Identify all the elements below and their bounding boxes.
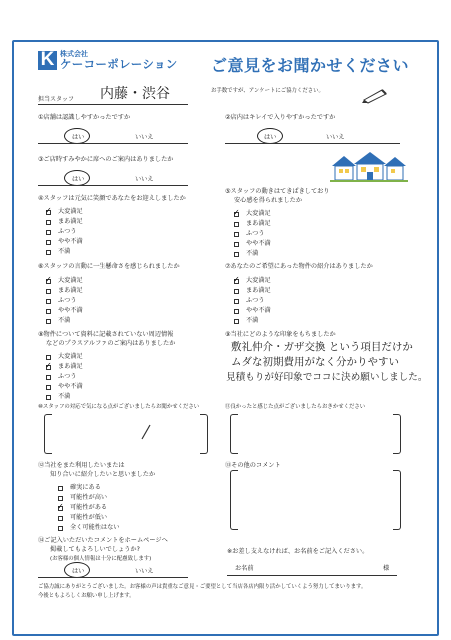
company-name: ケーコーポレーション [60,57,178,71]
q5-label-1: ⑤スタッフの動きはてきぱきしており [225,188,330,195]
q12-option-5[interactable]: 全く可能性はない [58,523,120,533]
q1-yes[interactable]: はい [72,134,85,141]
q1-no[interactable]: いいえ [135,134,154,141]
name-suffix: 様 [383,565,390,572]
q11-left-bracket [230,414,238,454]
q2-label: ②店内はキレイで入りやすかったですか [225,114,336,121]
staff-underline [38,104,188,105]
q13-label: ⑬その他のコメント [225,462,281,469]
q12-option-3[interactable]: ✓ 可能性がある [57,501,108,511]
q4-option-1[interactable]: ✓ 大変満足 [45,205,83,215]
q2-yes[interactable]: はい [264,134,277,141]
q8-label-1: ⑧物件について資料に記載されていない周辺情報 [38,331,174,338]
footer-line-1: ご協力誠にありがとうございました。お客様の声は貴重なご意見・ご要望として当店各店内限り活かしていくよう努力してまいります。 [38,584,367,590]
q4-option-2[interactable]: まあ満足 [46,217,83,227]
q8-label-2: などのプラスアルファのご案内はありましたか [46,340,176,347]
q10-right-bracket [200,414,208,454]
q11-right-bracket [393,414,401,454]
q14-label-3: (お客様の個人情報は十分に配慮致します) [50,556,152,562]
q12-option-2[interactable]: 可能性が高い [58,493,120,503]
q3-yes[interactable]: はい [72,176,85,183]
q8-option-4[interactable]: やや不満 [46,382,83,392]
q5-option-2[interactable]: まあ満足 [234,219,271,229]
staff-handwritten: 内藤・渋谷 [100,86,170,102]
q12-label-2: 知り合いに紹介したいと思いましたか [50,471,156,478]
q3-no[interactable]: いいえ [135,176,154,183]
q8-option-1[interactable]: 大変満足 [46,352,83,362]
q14-no[interactable]: いいえ [135,568,154,575]
q7-option-3[interactable]: ふつう [234,296,271,306]
q4-option-3[interactable]: ふつう [46,227,83,237]
q6-option-2[interactable]: まあ満足 [46,286,83,296]
intro-text: お手数ですが、アンケートにご協力ください。 [211,88,324,94]
check-mark-icon: ✓ [45,360,52,370]
q8-option-5[interactable]: 不満 [46,392,83,402]
q9-handwritten-1: 敷礼仲介・ガザ交換 という項目だけか [231,341,413,353]
q5-label-2: 安心感を得られましたか [234,197,303,204]
q1-underline [38,143,188,144]
check-mark-icon: ✓ [45,274,52,284]
q14-label-1: ⑭ご記入いただいたコメントをホームページへ [38,537,168,544]
q7-option-5[interactable]: 不満 [234,316,271,326]
q1-selected-circle [64,128,90,144]
q6-option-5[interactable]: 不満 [46,316,83,326]
q14-underline [38,577,188,578]
q9-handwritten-3: 見積もりが好印象でココに決め願いしました。 [226,372,428,383]
check-mark-icon: ✓ [233,207,240,217]
q9-label: ⑨当社にどのような印象をもちましたか [225,331,336,338]
q7-option-1[interactable]: ✓ 大変満足 [233,274,271,284]
q14-selected-circle [64,562,90,578]
q6-option-1[interactable]: ✓ 大変満足 [45,274,83,284]
q13-right-bracket [393,470,401,530]
houses-illustration [330,150,408,182]
q2-no[interactable]: いいえ [326,134,345,141]
q12-option-1[interactable]: 確実にある [58,483,120,493]
check-mark-icon: ✓ [45,205,52,215]
q4-label: ④スタッフは元気に笑顔であなたをお迎えしましたか [38,195,186,202]
check-mark-icon: ✓ [57,501,64,511]
q13-left-bracket [230,470,238,530]
footer-line-2: 今後ともよろしくお願い申し上げます。 [38,593,135,599]
name-prompt: ※お差し支えなければ、お名前をご記入ください。 [227,548,369,555]
pencil-icon [360,86,390,104]
q7-options [234,276,271,326]
q12-label-1: ⑫当社をまた利用したいまたは [38,462,125,469]
q6-option-4[interactable]: やや不満 [46,306,83,316]
q3-underline [38,185,188,186]
company-type: 株式会社 [60,50,88,58]
q14-yes[interactable]: はい [72,568,85,575]
q8-option-2[interactable]: ✓ まあ満足 [45,360,83,370]
q11-label: ⑪良かったと感じた点がございましたらおきかせください [225,404,366,410]
q2-underline [225,143,400,144]
q10-left-bracket [44,414,52,454]
q5-option-1[interactable]: ✓ 大変満足 [233,207,271,217]
q7-option-4[interactable]: やや不満 [234,306,271,316]
q7-option-2[interactable]: まあ満足 [234,286,271,296]
q10-label: ⑩スタッフの対応で気になる点がございましたらお聞かせください [38,404,200,410]
q6-label: ⑥スタッフの言動に一生懸命さを感じられましたか [38,263,180,270]
q8-option-3[interactable]: ふつう [46,372,83,382]
q2-selected-circle [257,128,283,144]
q5-option-4[interactable]: やや不満 [234,239,271,249]
q12-options [58,483,120,533]
q6-options [46,276,83,326]
check-mark-icon: ✓ [233,274,240,284]
q1-label: ①店舗は認識しやすかったですか [38,114,131,121]
q7-label: ⑦あなたのご希望にあった物件の紹介はありましたか [225,263,373,270]
q14-label-2: 掲載してもよろしいでしょうか? [50,546,140,553]
q4-option-4[interactable]: やや不満 [46,237,83,247]
q12-option-4[interactable]: 可能性が低い [58,513,120,523]
q9-handwritten-2: ムダな初期費用がなく分かりやすい [231,356,399,368]
q8-options [46,352,83,402]
q3-selected-circle [64,170,90,186]
page-title: ご意見をお聞かせください [211,56,410,75]
name-label: お名前 [235,565,254,572]
staff-label: 担当スタッフ [38,96,75,103]
q3-label: ③ご店時すみやかに席へのご案内はありましたか [38,156,174,163]
name-input-line[interactable] [227,575,397,576]
q4-option-5[interactable]: 不満 [46,247,83,257]
q5-option-5[interactable]: 不満 [234,249,271,259]
q4-options [46,207,83,257]
q5-options [234,209,271,259]
logo-letter: K [40,49,55,70]
q6-option-3[interactable]: ふつう [46,296,83,306]
q10-pen-mark [140,424,152,440]
q5-option-3[interactable]: ふつう [234,229,271,239]
